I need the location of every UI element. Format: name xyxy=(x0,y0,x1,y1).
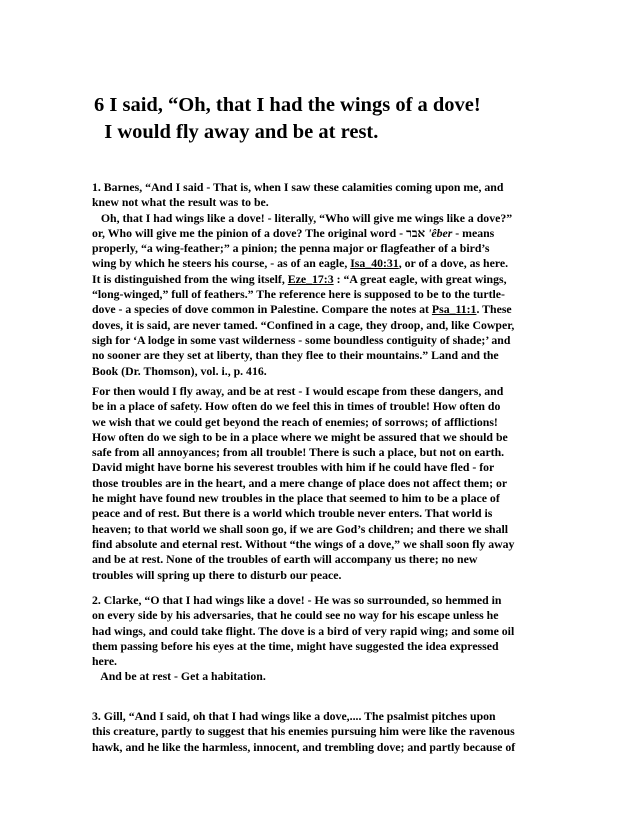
text-line: troubles will spring up there to disturb our peace. xyxy=(92,567,342,582)
text-line: here. xyxy=(92,654,118,669)
text-line: heaven; to that world we shall soon go, if we are God’s children; and there we shall xyxy=(92,521,509,536)
scripture-link-psa[interactable]: Psa_11:1 xyxy=(431,302,477,317)
text-segment: or, Who will give me the pinion of a dove? The original word - xyxy=(92,225,407,240)
text-line: And be at rest - Get a habitation. xyxy=(92,669,266,684)
text-line: had wings, and could take flight. The dove is a bird of very rapid wing; and some oil xyxy=(92,623,515,638)
text-line: properly, “a wing-feather;” a pinion; the penna major or flagfeather of a bird’s xyxy=(92,241,490,256)
verse-heading-line-2: I would fly away and be at rest. xyxy=(94,121,379,143)
text-line xyxy=(92,256,514,271)
text-line: David might have borne his severest troubles with him if he could have fled - for xyxy=(92,460,495,475)
text-segment: wing by which he steers his course, - as of an eagle, xyxy=(92,256,351,271)
transliteration: 'êber xyxy=(428,225,453,240)
text-line: For then would I fly away, and be at rest - I would escape from these dangers, and xyxy=(92,384,504,398)
text-line xyxy=(92,302,514,317)
verse-heading xyxy=(94,92,481,146)
text-line xyxy=(92,226,514,241)
text-line: 3. Gill, “And I said, oh that I had wings like a dove,.... The psalmist pitches upon xyxy=(92,709,496,723)
text-line: be in a place of safety. How often do we feel this in times of trouble! How often do xyxy=(92,399,501,414)
text-line: we wish that we could get beyond the reach of enemies; of sorrows; of afflictions! xyxy=(92,414,498,429)
text-line: “long-winged,” full of feathers.” The reference here is supposed to be to the turtle- xyxy=(92,287,505,302)
text-line: 1. Barnes, “And I said - That is, when I saw these calamities coming upon me, and xyxy=(92,180,504,194)
barnes-commentary xyxy=(92,180,514,379)
text-line: find absolute and eternal rest. Without “the wings of a dove,” we shall soon fly away xyxy=(92,536,515,551)
text-line: knew not what the result was to be. xyxy=(92,195,269,210)
text-line: doves, it is said, are never tamed. “Confined in a cage, they droop, and, like Cowper, xyxy=(92,317,515,332)
text-line xyxy=(92,272,514,287)
scripture-link-isa[interactable]: Isa_40:31 xyxy=(350,256,399,271)
gill-commentary xyxy=(92,709,515,755)
text-line: sigh for ‘A lodge in some vast wilderness - some boundless contiguity of shade;’ and xyxy=(92,332,511,347)
text-line: hawk, and he like the harmless, innocent, and trembling dove; and partly because of xyxy=(92,739,516,754)
text-segment: - means xyxy=(452,225,495,240)
clarke-commentary xyxy=(92,593,514,685)
text-segment: It is distinguished from the wing itself, xyxy=(92,271,288,286)
scripture-link-eze[interactable]: Eze_17:3 xyxy=(287,271,334,286)
text-line: this creature, partly to suggest that his enemies pursuing him were like the ravenous xyxy=(92,724,515,739)
text-segment: . These xyxy=(476,302,512,317)
text-line: no sooner are they set at liberty, than they flee to their mountains.” Land and the xyxy=(92,348,499,363)
hebrew-word: אבר xyxy=(406,225,426,240)
barnes-commentary-continued xyxy=(92,384,514,583)
text-line: safe from all annoyances; from all trouble! There is such a place, but not on earth. xyxy=(92,445,505,460)
text-segment: : “A great eagle, with great wings, xyxy=(333,271,507,286)
text-line: 2. Clarke, “O that I had wings like a dove! - He was so surrounded, so hemmed in xyxy=(92,593,502,607)
text-line: peace and of rest. But there is a world which trouble never enters. That world is xyxy=(92,506,493,521)
text-line: and be at rest. None of the troubles of earth will accompany us there; no new xyxy=(92,552,478,567)
verse-heading-line-1: 6 I said, “Oh, that I had the wings of a dove! xyxy=(94,94,481,116)
text-segment: dove - a species of dove common in Palestine. Compare the notes at xyxy=(92,302,432,317)
text-line: he might have found new troubles in the place that seemed to him to be a place of xyxy=(92,491,500,506)
text-line: How often do we sigh to be in a place where we might be assured that we should be xyxy=(92,429,508,444)
text-line: them passing before his eyes at the time, might have suggested the idea expressed xyxy=(92,638,499,653)
text-line: on every side by his adversaries, that he could see no way for his escape unless he xyxy=(92,608,499,623)
text-line: those troubles are in the heart, and a mere change of place does not affect them; or xyxy=(92,475,508,490)
text-line: Oh, that I had wings like a dove! - literally, “Who will give me wings like a dove?” xyxy=(92,210,513,225)
text-segment: , or of a dove, as here. xyxy=(398,256,509,271)
text-line: Book (Dr. Thomson), vol. i., p. 416. xyxy=(92,363,267,378)
